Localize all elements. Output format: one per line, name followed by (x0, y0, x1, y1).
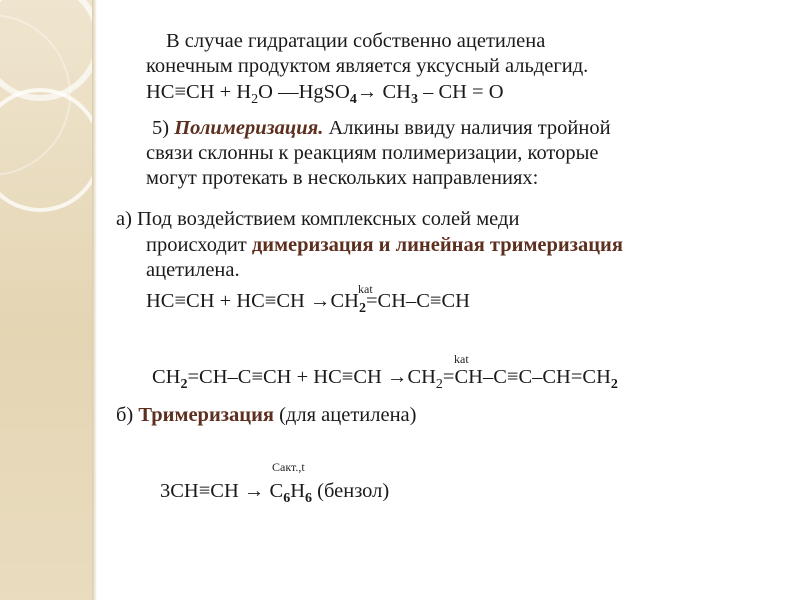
hydration-equation: $HC\equiv CH + H_2O$ —HgSO$_4$→ $CH_3$ – CH = O (146, 81, 504, 107)
catalyst-label: kat (454, 352, 469, 366)
catalyst-label: kat (358, 282, 373, 296)
text-line: связи склонны к реакциям полимеризации, которые (146, 142, 599, 164)
text-line: 5) Полимеризация. Алкины ввиду наличия тройной (152, 117, 611, 139)
decorative-sidebar (0, 0, 92, 600)
dimerization-equation: $HC\equiv CH + HC\equiv CH \to CH_2=CH-C\equiv CH$ (146, 290, 470, 316)
highlight-term: димеризация и линейная тримеризация (251, 234, 623, 256)
text-line: б) Тримеризация (для ацетилена) (116, 404, 417, 426)
text-line: ацетилена. (146, 259, 240, 281)
text-line: конечным продуктом является уксусный альдегид. (146, 55, 589, 77)
text-line: а) Под воздействием комплексных солей меди (116, 208, 520, 230)
condition-label: Cакт.,t (272, 460, 305, 474)
text-line: В случае гидратации собственно ацетилена (166, 30, 546, 52)
section-heading: Полимеризация. (174, 117, 324, 139)
trimerization-equation: $CH_2=CH-C\equiv CH + HC\equiv CH \to CH_2=CH-C\equiv C-CH=CH_2$ (152, 366, 618, 392)
circle-ornament-icon (0, 0, 92, 600)
highlight-term: Тримеризация (138, 404, 274, 426)
text-line: происходит димеризация и линейная тримеризация (146, 234, 623, 256)
sidebar-edge (92, 0, 97, 600)
benzene-equation: $3CH\equiv CH \to C_6H_6$ (бензол) (160, 480, 390, 506)
text-line: могут протекать в нескольких направлениях: (146, 167, 539, 189)
